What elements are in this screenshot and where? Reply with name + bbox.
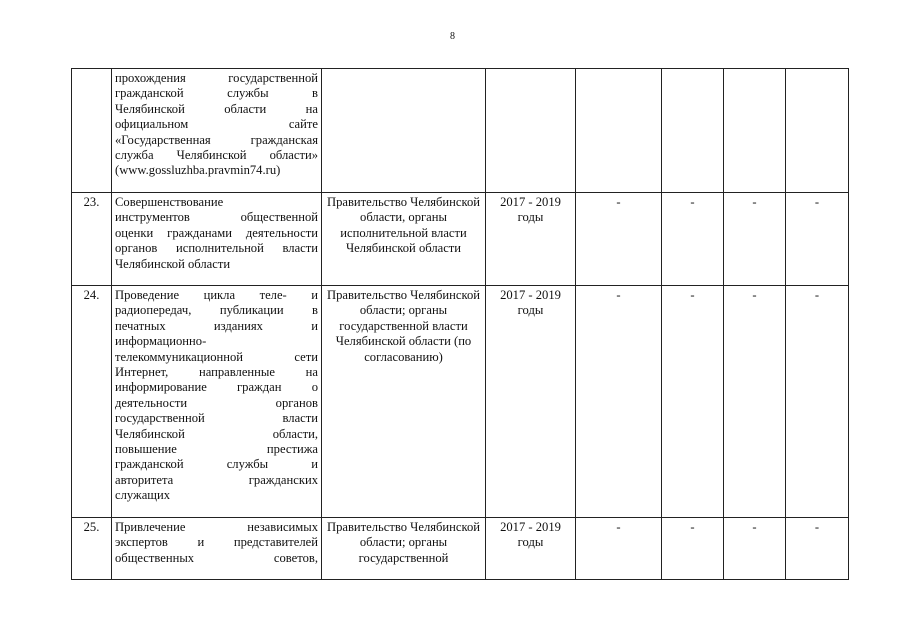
value-cell: - [576, 286, 662, 518]
value-cell: - [662, 286, 724, 518]
description-line: прохождения государственной [115, 71, 318, 85]
description-line: Проведение цикла теле- и [115, 288, 318, 302]
description-line: экспертов и представителей [115, 535, 318, 550]
description-line: «Государственная гражданская [115, 132, 318, 147]
measure-description [112, 193, 322, 286]
value-cell [786, 69, 849, 193]
table-row [72, 286, 849, 518]
description-line: гражданской службы и [115, 457, 318, 472]
description-line: служба Челябинской области» [115, 148, 318, 163]
description-line: повышение престижа [115, 442, 318, 457]
description-line: информационно- [115, 334, 207, 349]
description-line: служащих [115, 488, 171, 503]
description-line: печатных изданиях и [115, 318, 318, 333]
period-cell: 2017 - 2019 годы [486, 286, 576, 518]
row-number: 24. [72, 286, 112, 518]
responsible-cell [322, 69, 486, 193]
value-cell: - [724, 193, 786, 286]
period-cell [486, 69, 576, 193]
value-cell: - [576, 193, 662, 286]
period-cell: 2017 - 2019 годы [486, 193, 576, 286]
description-line: деятельности органов [115, 395, 318, 410]
value-cell: - [724, 286, 786, 518]
row-number: 23. [72, 193, 112, 286]
description-line: Челябинской области [115, 256, 231, 271]
description-line: (www.gossluzhba.pravmin74.ru) [115, 163, 281, 178]
value-cell [662, 69, 724, 193]
responsible-cell: Правительство Челябинской области, органы исполнительной власти Челябинской области [322, 193, 486, 286]
description-line: Привлечение независимых [115, 520, 318, 534]
table-row [72, 518, 849, 580]
value-cell [724, 69, 786, 193]
page-number: 8 [450, 31, 455, 42]
table-row [72, 69, 849, 193]
description-line: Интернет, направленные на [115, 365, 318, 380]
measure-description [112, 518, 322, 580]
value-cell: - [576, 518, 662, 580]
description-line: авторитета гражданских [115, 472, 318, 487]
description-line: инструментов общественной [115, 210, 318, 225]
table-row [72, 193, 849, 286]
responsible-cell: Правительство Челябинской области; органы государственной власти Челябинской области (по согласованию) [322, 286, 486, 518]
row-number: 25. [72, 518, 112, 580]
measure-description [112, 286, 322, 518]
value-cell [576, 69, 662, 193]
description-line: Челябинской области, [115, 426, 318, 441]
value-cell: - [786, 286, 849, 518]
measure-description [112, 69, 322, 193]
description-line: информирование граждан о [115, 380, 318, 395]
value-cell: - [786, 193, 849, 286]
description-line: радиопередач, публикации в [115, 303, 318, 318]
value-cell: - [786, 518, 849, 580]
description-line: государственной власти [115, 411, 318, 426]
description-line: органов исполнительной власти [115, 241, 318, 256]
description-line: Челябинской области на [115, 101, 318, 116]
description-line: телекоммуникационной сети [115, 349, 318, 364]
description-line: Совершенствование [115, 195, 224, 209]
description-line: официальном сайте [115, 117, 318, 132]
row-number [72, 69, 112, 193]
value-cell: - [662, 518, 724, 580]
value-cell: - [662, 193, 724, 286]
description-line: оценки гражданами деятельности [115, 225, 318, 240]
description-line: общественных советов, [115, 550, 318, 565]
measures-table [71, 68, 849, 580]
responsible-cell: Правительство Челябинской области; органы государственной [322, 518, 486, 580]
description-line: гражданской службы в [115, 86, 318, 101]
period-cell: 2017 - 2019 годы [486, 518, 576, 580]
value-cell: - [724, 518, 786, 580]
